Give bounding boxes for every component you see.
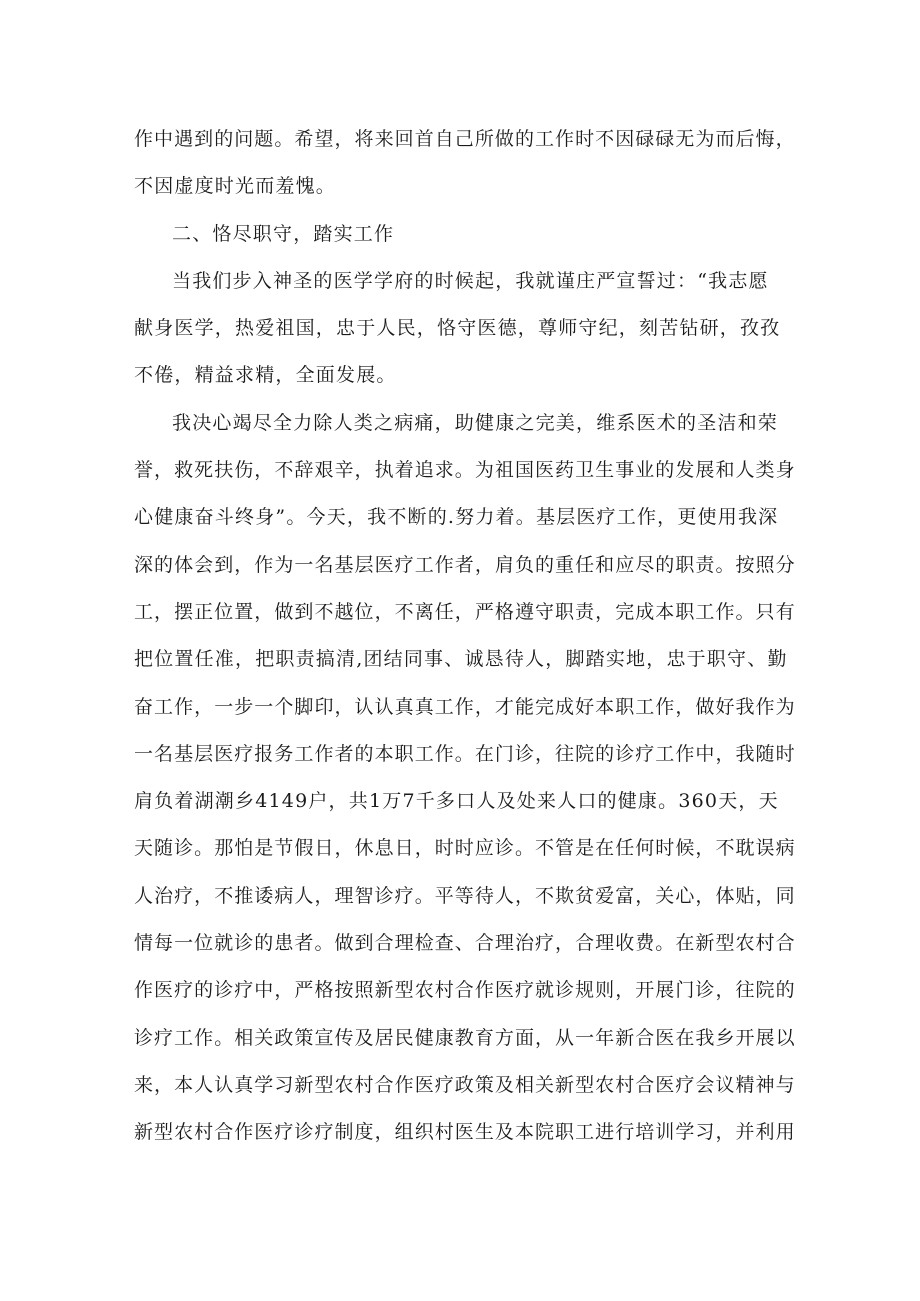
text-line: 作中遇到的问题。希望，将来回首自己所做的工作时不因碌碌无为而后悔， <box>134 128 796 150</box>
text-line: 一名基层医疗报务工作者的本职工作。在门诊，往院的诊疗工作中，我随时 <box>134 742 796 765</box>
text-line: 肩负着湖潮乡4149户，共1万7千多口人及处来人口的健康。360天，天 <box>134 790 779 813</box>
document-body <box>134 116 800 1157</box>
text-line: 我决心竭尽全力除人类之病痛，助健康之完美，维系医术的圣洁和荣 <box>172 411 779 434</box>
text-line: 新型农村合作医疗诊疗制度，组织村医生及本院职工进行培训学习，并利用 <box>134 1121 796 1144</box>
text-line: 情每一位就诊的患者。做到合理检查、合理治疗，合理收费。在新型农村合 <box>134 932 796 955</box>
text-line: 不倦，精益求精，全面发展。 <box>134 364 397 387</box>
text-line: 心健康奋斗终身”。今天，我不断的.努力着。基层医疗工作，更使用我深 <box>134 506 779 529</box>
text-line: 深的体会到，作为一名基层医疗工作者，肩负的重任和应尽的职责。按照分 <box>134 553 796 576</box>
text-line: 作医疗的诊疗中，严格按照新型农村合作医疗就诊规则，开展门诊，往院的 <box>134 979 796 1002</box>
text-line: 来，本人认真学习新型农村合作医疗政策及相关新型农村合医疗会议精神与 <box>134 1073 796 1096</box>
text-line: 人治疗，不推诿病人，理智诊疗。平等待人，不欺贫爱富，关心，体贴，同 <box>134 884 796 907</box>
text-line: 不因虚度时光而羞愧。 <box>134 175 337 198</box>
text-line: 工，摆正位置，做到不越位，不离任，严格遵守职责，完成本职工作。只有 <box>134 600 796 623</box>
section-heading: 二、恪尽职守，踏实工作 <box>172 222 395 245</box>
text-line: 献身医学，热爱祖国，忠于人民，恪守医德，尊师守纪，刻苦钻研，孜孜 <box>134 317 781 340</box>
text-line: 把位置任准，把职责搞清,团结同事、诚恳待人，脚踏实地，忠于职守、勤 <box>134 648 788 671</box>
text-line: 誉，救死扶伤，不辞艰辛，执着追求。为祖国医药卫生事业的发展和人类身 <box>134 459 796 482</box>
text-line: 当我们步入神圣的医学学府的时候起，我就谨庄严宣誓过：“我志愿 <box>172 269 769 292</box>
text-line: 天随诊。那怕是节假日，休息日，时时应诊。不管是在任何时候，不耽误病 <box>134 837 796 860</box>
text-line: 诊疗工作。相关政策宣传及居民健康教育方面，从一年新合医在我乡开展以 <box>134 1026 796 1049</box>
text-line: 奋工作，一步一个脚印，认认真真工作，才能完成好本职工作，做好我作为 <box>134 695 796 718</box>
